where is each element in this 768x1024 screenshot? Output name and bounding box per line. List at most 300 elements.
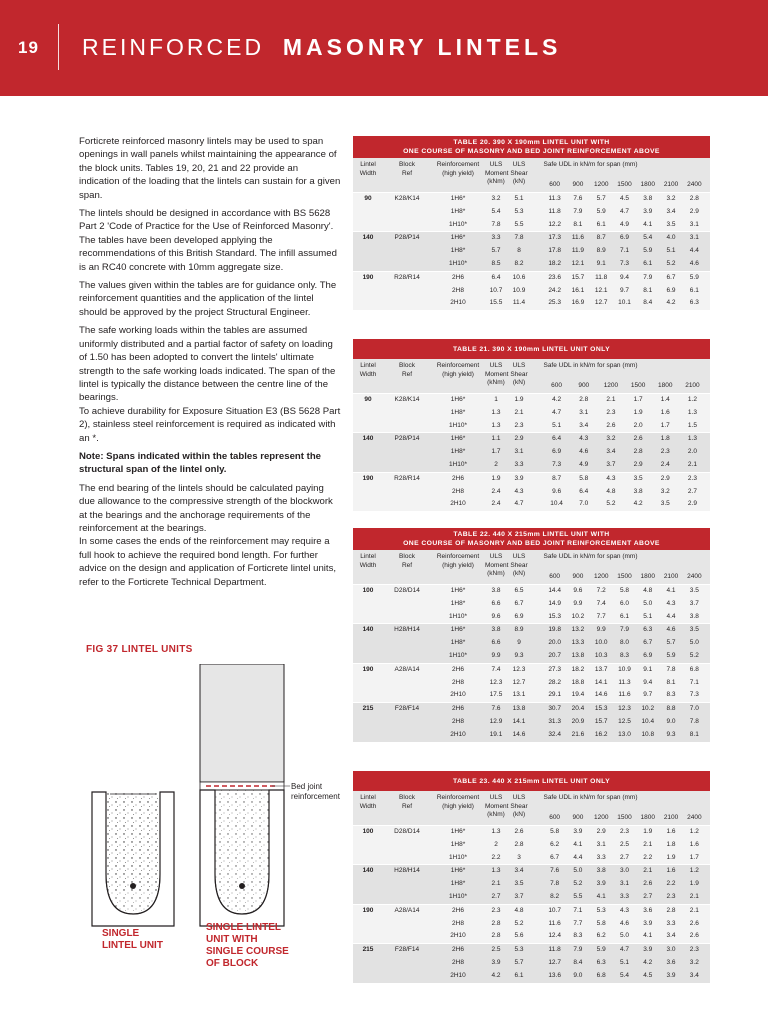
cell-udl: 2.1 — [643, 867, 653, 875]
cell-udl: 17.3 — [548, 234, 561, 242]
cell-udl: 2.8 — [633, 448, 643, 456]
lintel-table — [353, 771, 710, 983]
cell-udl: 8.1 — [689, 730, 699, 738]
cell-udl: 27.3 — [548, 665, 561, 673]
cell-values — [531, 598, 710, 611]
cell-shear: 4.8 — [514, 906, 524, 914]
cell-udl: 1.8 — [660, 435, 670, 443]
cell-width: 140 — [362, 234, 374, 242]
cell-shear: 12.3 — [512, 665, 526, 673]
cell-shear: 5.7 — [514, 958, 524, 966]
cell-udl: 1.9 — [643, 828, 653, 835]
span-header: 1500 — [617, 572, 632, 580]
cell-udl: 9.1 — [643, 665, 653, 673]
cell-udl: 8.4 — [643, 299, 653, 307]
cell-reinforcement: 2H8 — [452, 958, 464, 966]
cell-udl: 1.8 — [666, 840, 676, 848]
cell-udl: 3.7 — [689, 599, 699, 607]
span-header: 1800 — [640, 180, 655, 188]
cell-udl: 20.9 — [571, 717, 585, 725]
cell-width — [353, 716, 383, 729]
cell-udl: 2.3 — [619, 828, 629, 835]
cell-values — [531, 716, 710, 729]
cell-udl: 4.8 — [643, 587, 653, 594]
table-row — [353, 394, 710, 407]
cell-udl: 3.4 — [579, 421, 589, 429]
col-header-shear: ULS Shear (kN) — [510, 553, 528, 577]
cell-udl: 6.9 — [619, 234, 629, 242]
cell-block — [383, 852, 431, 865]
table-title-line: TABLE 22. 440 X 215mm LINTEL UNIT WITH — [453, 531, 610, 538]
cell-reinforcement: 2H8 — [452, 919, 464, 927]
cell-udl: 3.8 — [633, 487, 643, 495]
cell-reinforcement: 1H6* — [450, 587, 466, 594]
cell-udl: 5.8 — [619, 587, 629, 594]
cell-values — [531, 905, 710, 918]
table-row — [353, 285, 710, 298]
cell-reinforcement: 2H8 — [452, 717, 464, 725]
cell-udl: 4.2 — [552, 396, 562, 403]
cell-udl: 15.7 — [571, 273, 585, 281]
table-row — [353, 970, 710, 983]
cell-width — [353, 459, 383, 472]
table-row — [353, 918, 710, 931]
cell-udl: 4.6 — [689, 259, 699, 267]
cell-udl: 4.4 — [689, 247, 699, 255]
cell-udl: 5.4 — [643, 234, 653, 242]
cell-moment: 15.5 — [489, 299, 503, 307]
table-title-line: TABLE 23. 440 X 215mm LINTEL UNIT ONLY — [452, 778, 611, 785]
cell-udl: 6.7 — [666, 273, 676, 281]
cell-udl: 11.6 — [571, 234, 584, 242]
span-header: 2100 — [663, 572, 679, 580]
cell-block: P28/P14 — [394, 234, 420, 242]
cell-udl: 6.9 — [666, 286, 676, 294]
cell-moment: 4.2 — [491, 971, 501, 979]
cell-udl: 5.1 — [666, 247, 676, 255]
col-header-reinforcement: Reinforcement (high yield) — [436, 794, 480, 810]
cell-udl: 11.6 — [548, 919, 561, 927]
cell-moment: 2.4 — [491, 487, 501, 495]
cell-values — [531, 459, 710, 472]
span-header: 1800 — [658, 381, 673, 389]
col-header-shear: ULS Shear (kN) — [510, 161, 528, 185]
cell-width — [353, 611, 383, 624]
cell-udl: 5.2 — [666, 259, 676, 267]
cell-udl: 17.8 — [548, 247, 561, 255]
table-row-group — [353, 864, 710, 903]
span-header: 2100 — [685, 381, 700, 389]
cell-moment: 9.6 — [491, 612, 501, 620]
cell-udl: 5.0 — [643, 599, 653, 607]
cell-shear: 2.9 — [514, 435, 524, 443]
table-row — [353, 459, 710, 472]
cell-values — [531, 206, 710, 219]
cell-udl: 2.6 — [633, 435, 643, 443]
cell-block — [383, 459, 431, 472]
cell-reinforcement: 1H8* — [450, 408, 466, 416]
cell-shear: 6.7 — [514, 599, 524, 607]
cell-udl: 4.6 — [619, 919, 629, 927]
table-row — [353, 473, 710, 486]
cell-values — [531, 852, 710, 865]
cell-udl: 20.0 — [548, 639, 561, 647]
cell-moment: 2 — [494, 460, 498, 468]
cell-shear: 2.1 — [514, 408, 524, 416]
span-title: Safe UDL in kN/m for span (mm) — [543, 553, 638, 560]
cell-udl: 2.3 — [660, 448, 670, 456]
cell-udl: 6.3 — [596, 958, 606, 966]
col-header-reinforcement: Reinforcement (high yield) — [436, 362, 480, 378]
cell-moment: 2.2 — [491, 853, 501, 861]
table-title-line: TABLE 21. 390 X 190mm LINTEL UNIT ONLY — [452, 346, 611, 353]
cell-reinforcement: 1H10* — [448, 651, 468, 659]
label-lintel-with-block: SINGLE LINTEL UNIT WITH SINGLE COURSE OF BLOCK — [206, 922, 289, 969]
cell-udl: 15.3 — [594, 705, 608, 713]
cell-udl: 4.6 — [579, 448, 589, 456]
cell-udl: 6.1 — [596, 220, 606, 228]
cell-width — [353, 852, 383, 865]
cell-block — [383, 729, 431, 742]
cell-udl: 4.9 — [619, 220, 629, 228]
cell-width — [353, 729, 383, 742]
cell-width — [353, 498, 383, 511]
cell-udl: 2.9 — [633, 460, 643, 468]
cell-udl: 6.7 — [550, 853, 560, 861]
table-row — [353, 852, 710, 865]
cell-reinforcement: 1H10* — [448, 259, 468, 267]
cell-udl: 3.9 — [643, 946, 653, 954]
cell-block — [383, 930, 431, 943]
cell-udl: 4.5 — [643, 971, 653, 979]
cell-udl: 1.3 — [687, 408, 697, 416]
cell-width — [353, 598, 383, 611]
cell-udl: 2.3 — [689, 946, 699, 954]
cell-shear: 3.4 — [514, 867, 524, 875]
cell-udl: 6.3 — [689, 299, 699, 307]
cell-width: 190 — [362, 665, 374, 673]
cell-reinforcement: 2H8 — [452, 678, 464, 686]
table-row — [353, 611, 710, 624]
span-header: 2400 — [687, 813, 702, 821]
cell-udl: 29.1 — [548, 691, 561, 699]
cell-shear: 8.2 — [514, 259, 524, 267]
cell-udl: 1.7 — [633, 396, 643, 403]
cell-udl: 5.8 — [596, 919, 606, 927]
cell-udl: 2.0 — [687, 448, 697, 456]
cell-udl: 7.8 — [689, 717, 699, 725]
cell-shear: 2.3 — [514, 421, 524, 429]
cell-udl: 2.1 — [689, 892, 699, 900]
cell-block — [383, 297, 431, 310]
cell-shear: 9.3 — [514, 651, 524, 659]
cell-udl: 2.1 — [687, 460, 697, 468]
cell-width: 140 — [362, 867, 374, 875]
cell-udl: 7.6 — [550, 867, 560, 875]
col-header-block: Block Ref — [399, 553, 415, 569]
cell-reinforcement: 1H8* — [450, 247, 466, 255]
cell-values — [531, 677, 710, 690]
cell-udl: 4.4 — [573, 853, 583, 861]
cell-udl: 25.3 — [548, 299, 561, 307]
span-header: 900 — [572, 572, 584, 580]
cell-udl: 8.1 — [666, 678, 676, 686]
cell-udl: 4.3 — [666, 599, 676, 607]
cell-block — [383, 446, 431, 459]
cell-udl: 4.7 — [619, 207, 629, 215]
cell-moment: 7.6 — [491, 705, 501, 713]
cell-udl: 6.9 — [643, 651, 653, 659]
cell-reinforcement: 1H10* — [448, 220, 468, 228]
cell-width — [353, 446, 383, 459]
cell-reinforcement: 2H6 — [452, 474, 464, 482]
cell-udl: 1.2 — [689, 867, 699, 875]
cell-block — [383, 891, 431, 904]
cell-udl: 2.1 — [643, 840, 653, 848]
cell-udl: 10.4 — [641, 717, 655, 725]
label-single-lintel: SINGLE LINTEL UNIT — [102, 928, 163, 951]
cell-udl: 3.5 — [689, 626, 699, 634]
cell-values — [531, 272, 710, 285]
cell-moment: 2 — [494, 840, 498, 848]
cell-reinforcement: 1H6* — [450, 626, 466, 634]
table-row-group — [353, 393, 710, 432]
table-row — [353, 245, 710, 258]
cell-values — [531, 637, 710, 650]
cell-udl: 5.9 — [689, 273, 699, 281]
cell-udl: 10.1 — [618, 299, 631, 307]
table-row — [353, 826, 710, 839]
span-header: 2400 — [687, 180, 702, 188]
col-header-shear: ULS Shear (kN) — [510, 794, 528, 818]
cell-values — [531, 624, 710, 637]
paragraph: The end bearing of the lintels should be calculated paying due allowance to the compressive strength of the blockwork at the bearings and the anchorage requirements of the reinforcement at the bearings. In some cases the ends of the reinforcement may require a full hook to achieve the required bond length. For further advice on the design and application of Forticrete lintel units, refer to the Forticrete Technical Department. — [79, 482, 337, 588]
cell-shear: 10.6 — [512, 273, 526, 281]
cell-moment: 9.9 — [491, 651, 501, 659]
cell-values — [531, 219, 710, 232]
cell-udl: 21.6 — [571, 730, 585, 738]
cell-shear: 5.1 — [514, 195, 524, 202]
cell-udl: 5.0 — [573, 867, 583, 875]
table-row — [353, 232, 710, 245]
cell-udl: 13.7 — [594, 665, 608, 673]
cell-moment: 12.9 — [489, 717, 503, 725]
cell-udl: 2.6 — [689, 919, 699, 927]
cell-udl: 4.7 — [619, 946, 629, 954]
cell-udl: 10.9 — [618, 665, 631, 673]
col-header-width: Lintel Width — [359, 161, 377, 177]
cell-udl: 2.9 — [596, 828, 606, 835]
table-row — [353, 650, 710, 663]
col-header-width: Lintel Width — [359, 553, 377, 569]
cell-udl: 14.9 — [548, 599, 561, 607]
cell-udl: 1.4 — [660, 396, 670, 403]
cell-udl: 4.1 — [643, 220, 653, 228]
cell-udl: 5.9 — [666, 651, 676, 659]
cell-udl: 12.3 — [618, 705, 631, 713]
col-header-spans — [531, 791, 710, 825]
cell-shear: 5.5 — [514, 220, 524, 228]
cell-udl: 2.8 — [666, 906, 676, 914]
cell-block — [383, 206, 431, 219]
page-header — [0, 0, 768, 96]
table-column-headers — [353, 359, 710, 393]
lintel-with-block-shape — [200, 664, 290, 926]
cell-reinforcement: 2H8 — [452, 286, 464, 294]
lintel-diagram — [82, 664, 352, 1024]
cell-block — [383, 420, 431, 433]
table-row — [353, 891, 710, 904]
cell-udl: 7.9 — [619, 626, 629, 634]
span-title: Safe UDL in kN/m for span (mm) — [543, 161, 638, 168]
table-column-headers — [353, 550, 710, 584]
cell-values — [531, 585, 710, 598]
cell-values — [531, 944, 710, 957]
table-row — [353, 193, 710, 206]
cell-udl: 4.6 — [666, 626, 676, 634]
cell-reinforcement: 1H10* — [448, 460, 468, 468]
cell-udl: 3.4 — [666, 207, 676, 215]
table-title-line: TABLE 20. 390 X 190mm LINTEL UNIT WITH — [453, 139, 610, 146]
cell-udl: 3.8 — [689, 612, 699, 620]
cell-shear: 14.6 — [512, 730, 526, 738]
cell-udl: 12.4 — [548, 932, 561, 940]
cell-udl: 5.8 — [550, 828, 560, 835]
cell-udl: 8.3 — [666, 691, 676, 699]
cell-udl: 9.1 — [596, 259, 606, 267]
table-title — [353, 528, 710, 550]
cell-udl: 7.0 — [579, 500, 589, 508]
cell-width: 190 — [362, 906, 374, 914]
lintel-table — [353, 339, 710, 511]
cell-udl: 3.8 — [596, 867, 606, 875]
cell-shear: 1.9 — [514, 396, 524, 403]
cell-moment: 7.4 — [491, 665, 501, 673]
cell-moment: 6.6 — [491, 639, 501, 647]
span-header: 1800 — [640, 572, 655, 580]
cell-udl: 11.8 — [548, 946, 561, 954]
span-header: 1500 — [630, 381, 646, 389]
cell-width: 100 — [362, 587, 374, 594]
table-row — [353, 664, 710, 677]
cell-udl: 5.9 — [643, 247, 653, 255]
cell-udl: 8.4 — [573, 958, 583, 966]
cell-moment: 7.8 — [491, 220, 501, 228]
cell-udl: 1.9 — [666, 853, 676, 861]
cell-udl: 3.6 — [643, 906, 653, 914]
cell-values — [531, 839, 710, 852]
cell-udl: 15.7 — [594, 717, 608, 725]
cell-udl: 7.4 — [596, 599, 606, 607]
table-row — [353, 420, 710, 433]
cell-udl: 4.3 — [606, 474, 616, 482]
cell-udl: 10.8 — [641, 730, 655, 738]
table-row — [353, 433, 710, 446]
cell-udl: 3.9 — [643, 919, 653, 927]
cell-udl: 4.9 — [579, 460, 589, 468]
cell-udl: 31.3 — [548, 717, 561, 725]
cell-moment: 1.1 — [491, 435, 501, 443]
cell-udl: 8.7 — [552, 474, 562, 482]
cell-udl: 14.6 — [594, 691, 608, 699]
cell-udl: 7.0 — [689, 705, 699, 713]
cell-reinforcement: 2H8 — [452, 487, 464, 495]
paragraph: The safe working loads within the tables are assumed uniformly distributed and a partial factor of safety on loading of 1.50 has been adopted to convert the lintels' ultimate strength to the safe working loads indicated. The span of the lintel is typically the distance between the centre line of the bearings. To achieve durability for Exposure Situation E3 (BS 5628 Part 2), stainless steel reinforcement is required as indicated with an *. — [79, 325, 341, 444]
cell-udl: 12.1 — [571, 259, 585, 267]
cell-udl: 10.7 — [548, 906, 561, 914]
cell-width — [353, 420, 383, 433]
cell-udl: 7.8 — [666, 665, 676, 673]
col-header-moment: ULS Moment (kNm) — [485, 553, 509, 577]
cell-udl: 7.9 — [643, 273, 653, 281]
cell-width — [353, 219, 383, 232]
lintel-figure — [82, 664, 352, 1024]
cell-block: R28/R14 — [394, 273, 420, 281]
col-header-moment: ULS Moment (kNm) — [485, 362, 509, 386]
table-row — [353, 729, 710, 742]
cell-udl: 8.2 — [550, 892, 560, 900]
cell-udl: 3.5 — [633, 474, 643, 482]
col-header-width: Lintel Width — [359, 362, 377, 378]
cell-reinforcement: 1H6* — [450, 234, 466, 242]
table-row — [353, 944, 710, 957]
table-row-group — [353, 271, 710, 310]
span-header: 600 — [549, 180, 561, 188]
cell-udl: 5.3 — [596, 906, 606, 914]
cell-udl: 6.0 — [619, 599, 629, 607]
table-row — [353, 585, 710, 598]
cell-reinforcement: 1H6* — [450, 396, 466, 403]
cell-udl: 7.9 — [573, 207, 583, 215]
span-title: Safe UDL in kN/m for span (mm) — [543, 362, 638, 369]
table-row — [353, 703, 710, 716]
cell-reinforcement: 1H10* — [448, 853, 468, 861]
cell-udl: 3.1 — [689, 234, 699, 242]
cell-shear: 2.8 — [514, 840, 524, 848]
cell-shear: 3.1 — [514, 448, 524, 456]
cell-udl: 2.6 — [643, 880, 653, 888]
cell-moment: 2.1 — [491, 880, 501, 888]
cell-udl: 3.4 — [666, 932, 676, 940]
cell-udl: 4.4 — [666, 612, 676, 620]
cell-width: 190 — [362, 474, 374, 482]
table-row-group — [353, 663, 710, 702]
cell-udl: 2.9 — [689, 207, 699, 215]
cell-moment: 6.4 — [491, 273, 501, 281]
cell-block — [383, 245, 431, 258]
cell-udl: 10.2 — [571, 612, 585, 620]
cell-udl: 1.6 — [666, 828, 676, 835]
cell-udl: 11.3 — [618, 678, 631, 686]
table-row — [353, 219, 710, 232]
cell-udl: 4.0 — [666, 234, 676, 242]
table-row — [353, 865, 710, 878]
cell-width — [353, 486, 383, 499]
cell-udl: 3.0 — [619, 867, 629, 875]
cell-moment: 2.4 — [491, 500, 501, 508]
cell-values — [531, 433, 710, 446]
cell-udl: 3.5 — [660, 500, 670, 508]
cell-udl: 2.7 — [619, 853, 629, 861]
cell-values — [531, 664, 710, 677]
cell-udl: 16.1 — [571, 286, 585, 294]
cell-udl: 24.2 — [548, 286, 561, 294]
cell-udl: 9.9 — [596, 626, 606, 634]
table-row — [353, 716, 710, 729]
cell-udl: 3.5 — [666, 220, 676, 228]
cell-udl: 8.3 — [573, 932, 583, 940]
cell-values — [531, 703, 710, 716]
